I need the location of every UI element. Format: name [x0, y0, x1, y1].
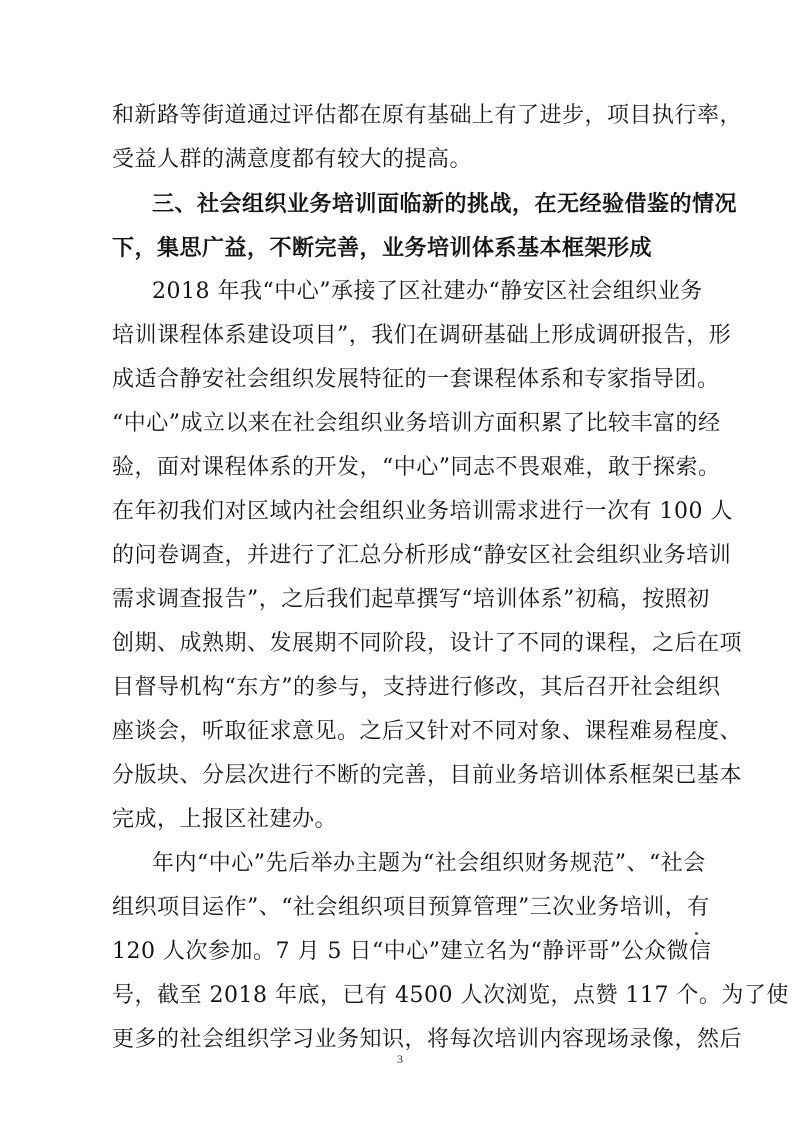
body-line: 座谈会，听取征求意见。之后又针对不同对象、课程难易程度、 [112, 719, 743, 744]
section-heading-line: 三、社会组织业务培训面临新的挑战，在无经验借鉴的情况 [152, 191, 738, 217]
body-line: 在年初我们对区域内社会组织业务培训需求进行一次有 100 人 [112, 499, 733, 524]
section-heading-line: 下，集思广益，不断完善，业务培训体系基本框架形成 [112, 235, 653, 261]
body-line: 创期、成熟期、发展期不同阶段，设计了不同的课程，之后在项 [112, 631, 743, 656]
body-line: “中心”成立以来在社会组织业务培训方面积累了比较丰富的经 [112, 411, 721, 436]
body-line: 目督导机构“东方”的参与，支持进行修改，其后召开社会组织 [112, 675, 721, 700]
body-line: 更多的社会组织学习业务知识，将每次培训内容现场录像，然后 [112, 1027, 743, 1052]
body-line: 组织项目运作”、“社会组织项目预算管理”三次业务培训，有 [112, 895, 710, 920]
body-line: 培训课程体系建设项目”，我们在调研基础上形成调研报告，形 [112, 323, 732, 348]
body-line: 和新路等街道通过评估都在原有基础上有了进步，项目执行率， [112, 103, 743, 128]
body-line: 2018 年我“中心”承接了区社建办“静安区社会组织业务 [152, 279, 703, 304]
body-line: 完成，上报区社建办。 [112, 807, 338, 832]
body-line: 验，面对课程体系的开发，“中心”同志不畏艰难，敢于探索。 [112, 455, 721, 480]
body-line: 的问卷调查，并进行了汇总分析形成“静安区社会组织业务培训 [112, 543, 732, 568]
body-line: 号，截至 2018 年底，已有 4500 人次浏览，点赞 117 个。为了使 [112, 983, 789, 1008]
scan-speck [695, 932, 698, 935]
body-line: 成适合静安社会组织发展特征的一套课程体系和专家指导团。 [112, 367, 720, 392]
body-line: 需求调查报告”，之后我们起草撰写“培训体系”初稿，按照初 [112, 587, 710, 612]
body-line: 受益人群的满意度都有较大的提高。 [112, 147, 473, 172]
body-line: 年内“中心”先后举办主题为“社会组织财务规范”、“社会 [152, 851, 706, 876]
page-number: 3 [397, 1052, 403, 1066]
body-line: 分版块、分层次进行不断的完善，目前业务培训体系框架已基本 [112, 763, 743, 788]
body-line: 120 人次参加。7 月 5 日“中心”建立名为“静评哥”公众微信 [112, 939, 712, 964]
